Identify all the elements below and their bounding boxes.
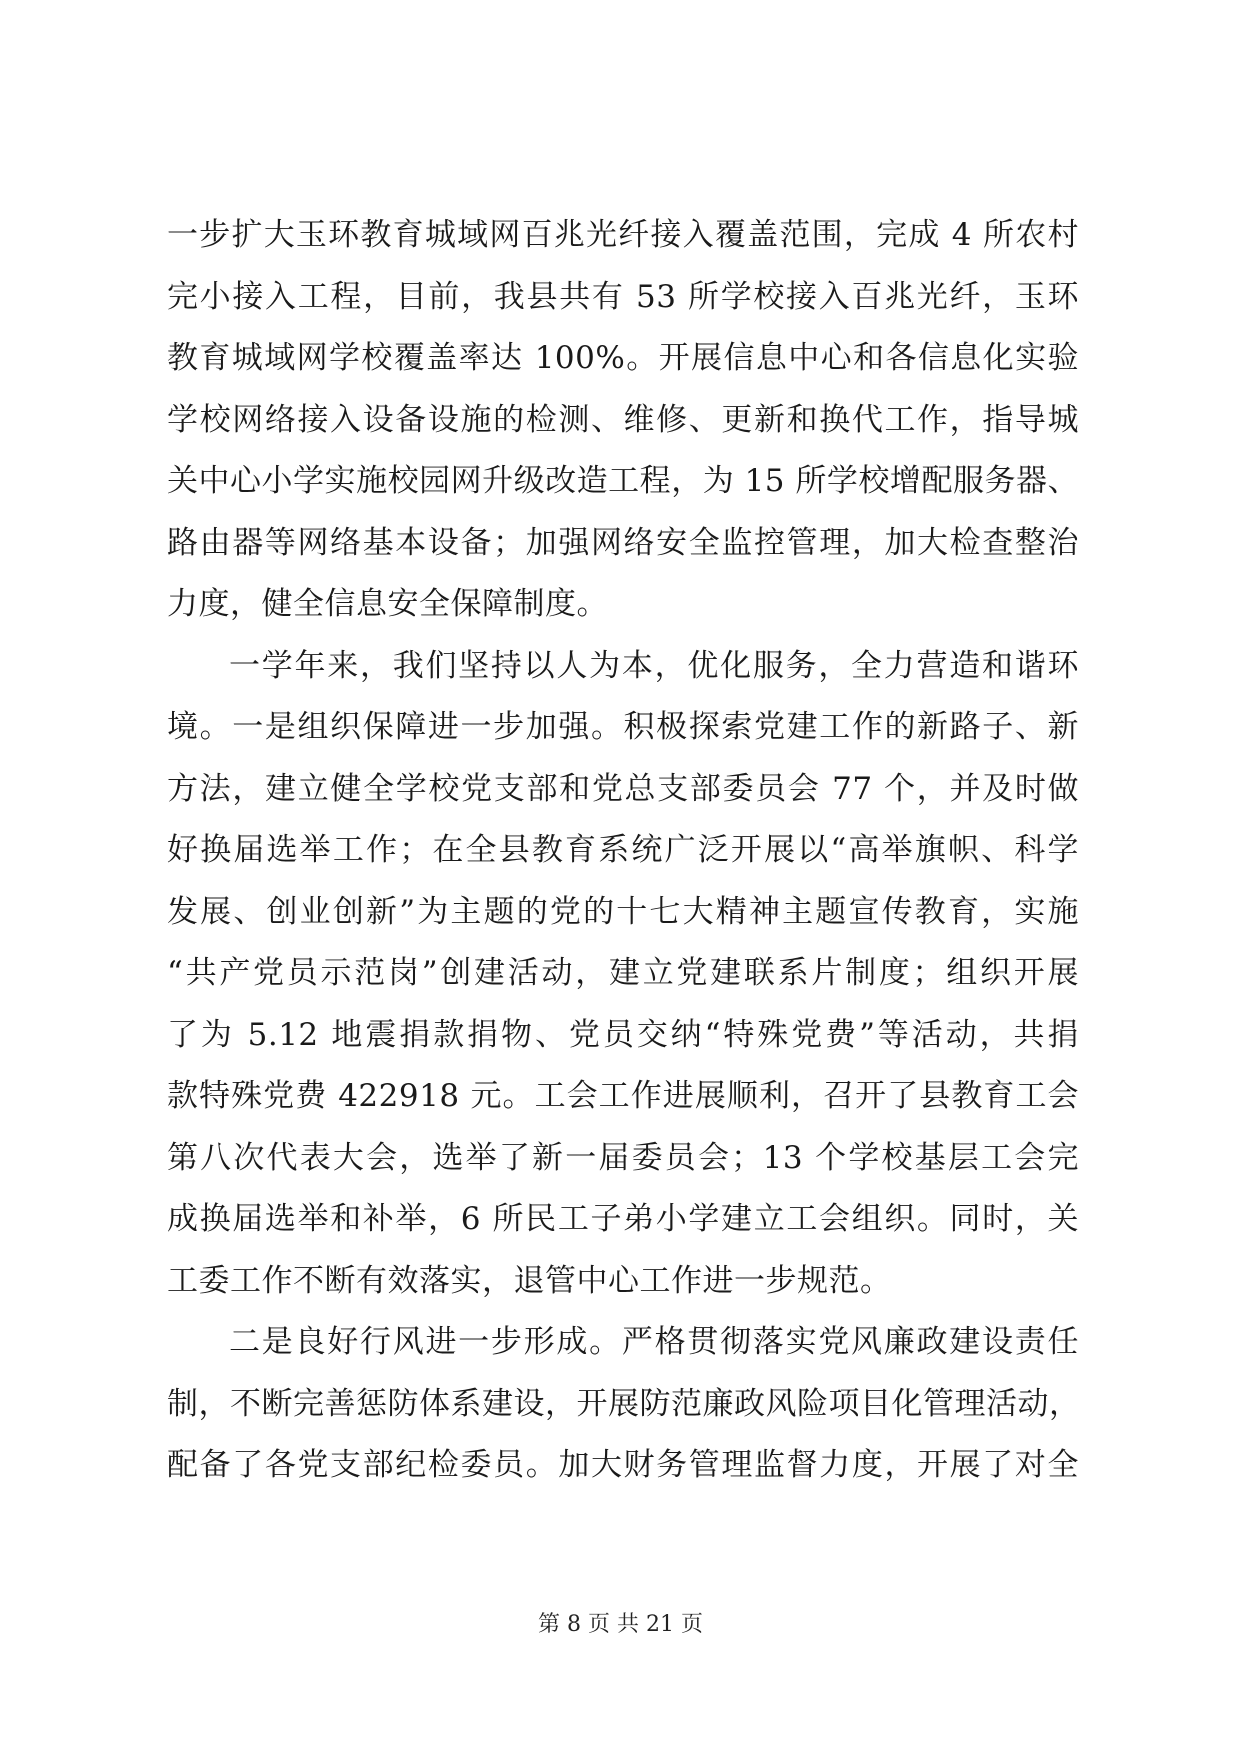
- paragraph-start-line: 二是良好行风进一步形成。严格贯彻落实党风廉政建设责任: [229, 1324, 1079, 1360]
- paragraph-start-line: 一学年来，我们坚持以人为本，优化服务，全力营造和谐环: [229, 647, 1079, 684]
- page-footer: 第 8 页 共 21 页: [538, 1612, 703, 1637]
- text-line: 完小接入工程，目前，我县共有 53 所学校接入百兆光纤，玉环: [167, 278, 1079, 315]
- body-text: [167, 205, 1079, 1497]
- text-line: 学校网络接入设备设施的检测、维修、更新和换代工作，指导城: [167, 401, 1079, 438]
- text-line: 了为 5.12 地震捐款捐物、党员交纳“特殊党费”等活动，共捐: [167, 1016, 1079, 1053]
- text-line: 第八次代表大会，选举了新一届委员会；13 个学校基层工会完: [167, 1139, 1079, 1176]
- text-line: 一步扩大玉环教育城域网百兆光纤接入覆盖范围，完成 4 所农村: [167, 217, 1079, 253]
- text-line: 发展、创业创新”为主题的党的十七大精神主题宣传教育，实施: [167, 893, 1079, 930]
- text-line: 制，不断完善惩防体系建设，开展防范廉政风险项目化管理活动，: [167, 1385, 1081, 1422]
- text-line: 款特殊党费 422918 元。工会工作进展顺利，召开了县教育工会: [167, 1078, 1079, 1114]
- text-line: 工委工作不断有效落实，退管中心工作进一步规范。: [167, 1262, 892, 1299]
- text-line: 方法，建立健全学校党支部和党总支部委员会 77 个，并及时做: [167, 770, 1079, 807]
- text-line: 配备了各党支部纪检委员。加大财务管理监督力度，开展了对全: [167, 1447, 1079, 1483]
- text-line: 成换届选举和补举，6 所民工子弟小学建立工会组织。同时，关: [167, 1201, 1079, 1237]
- text-line: 好换届选举工作；在全县教育系统广泛开展以“高举旗帜、科学: [167, 832, 1079, 868]
- text-line: 关中心小学实施校园网升级改造工程，为 15 所学校增配服务器、: [167, 463, 1079, 499]
- text-line: 路由器等网络基本设备；加强网络安全监控管理，加大检查整治: [167, 524, 1079, 561]
- text-line: “共产党员示范岗”创建活动，建立党建联系片制度；组织开展: [167, 955, 1079, 991]
- text-line: 境。一是组织保障进一步加强。积极探索党建工作的新路子、新: [167, 709, 1079, 745]
- text-line: 教育城域网学校覆盖率达 100%。开展信息中心和各信息化实验: [167, 340, 1079, 376]
- text-line: 力度，健全信息安全保障制度。: [167, 586, 608, 622]
